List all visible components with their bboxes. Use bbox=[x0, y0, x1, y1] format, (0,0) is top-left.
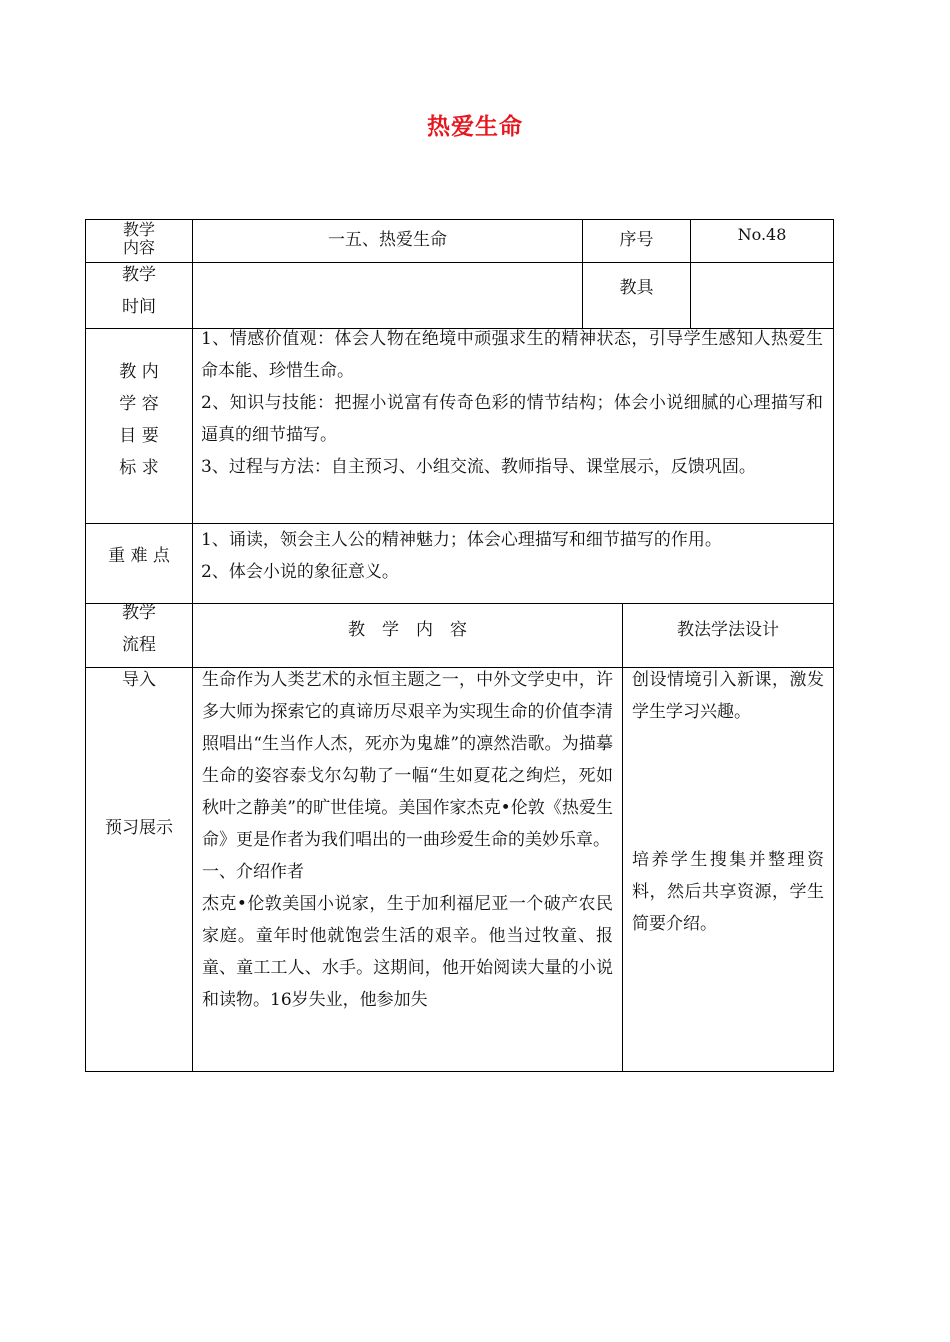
stage-preview: 预习展示 bbox=[105, 818, 173, 838]
lesson-content bbox=[202, 664, 613, 1068]
key-points-list bbox=[201, 524, 823, 600]
label-key-points: 重 难 点 bbox=[108, 546, 170, 566]
intro-paragraph: 生命作为人类艺术的永恒主题之一，中外文学史中，许多大师为探索它的真谛历尽艰辛为实现生命的价值李清照唱出“生当作人杰，死亦为鬼雄”的凛然浩歌。为描摹生命的姿容泰戈尔勾勒了一幅“生如夏花之绚烂，死如秋叶之静美”的旷世佳境。美国作家杰克•伦敦《热爱生命》更是作者为我们唱出的一曲珍爱生命的美妙乐章。 bbox=[202, 670, 613, 850]
section-heading: 一、介绍作者 bbox=[202, 862, 304, 882]
label-objectives: 教 内 学 容 目 要 标 求 bbox=[119, 362, 159, 478]
method-note-preview: 培养学生搜集并整理资料，然后共享资源，学生简要介绍。 bbox=[632, 850, 824, 934]
author-paragraph: 杰克•伦敦美国小说家，生于加利福尼亚一个破产农民家庭。童年时他就饱尝生活的艰辛。他当过牧童、报童、童工工人、水手。这期间，他开始阅读大量的小说和读物。16岁失业，他参加失 bbox=[202, 894, 613, 1010]
teaching-content-value: 一五、热爱生命 bbox=[328, 230, 447, 250]
teaching-tools-value bbox=[691, 263, 833, 328]
key-point-item: 1、诵读，领会主人公的精神魅力；体会心理描写和细节描写的作用。 bbox=[201, 530, 722, 550]
label-teaching-time: 教学 时间 bbox=[122, 265, 156, 317]
teaching-time-value bbox=[193, 263, 582, 328]
label-teaching-content: 教学 内容 bbox=[122, 220, 155, 257]
sequence-number: No.48 bbox=[737, 225, 787, 244]
page-title: 热爱生命 bbox=[427, 114, 523, 140]
objective-item: 2、知识与技能：把握小说富有传奇色彩的情节结构；体会小说细腻的心理描写和逼真的细节描写。 bbox=[201, 393, 823, 445]
column-header-content: 教 学 内 容 bbox=[348, 620, 467, 640]
objective-item: 1、情感价值观：体会人物在绝境中顽强求生的精神状态，引导学生感知人热爱生命本能、珍惜生命。 bbox=[201, 329, 823, 381]
method-note-intro: 创设情境引入新课，激发学生学习兴趣。 bbox=[632, 670, 824, 722]
column-header-method: 教法学法设计 bbox=[677, 620, 779, 640]
stage-intro: 导入 bbox=[122, 670, 156, 690]
label-sequence: 序号 bbox=[619, 230, 654, 250]
key-point-item: 2、体会小说的象征意义。 bbox=[201, 562, 399, 582]
label-process: 教学 流程 bbox=[122, 603, 156, 655]
objective-item: 3、过程与方法：自主预习、小组交流、教师指导、课堂展示，反馈巩固。 bbox=[201, 457, 756, 477]
objectives-list bbox=[201, 323, 823, 519]
label-teaching-tools: 教具 bbox=[619, 278, 654, 298]
